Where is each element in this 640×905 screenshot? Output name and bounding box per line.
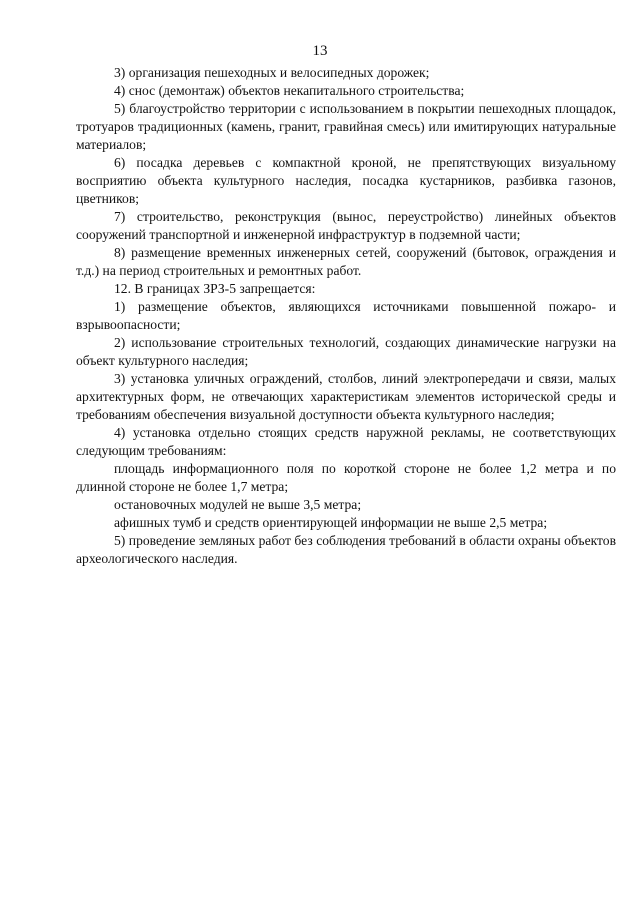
document-body: [76, 64, 616, 568]
paragraph-prohibited-3: 3) установка уличных ограждений, столбов, линий электропередачи и связи, малых архитектурных форм, не отвечающих характеристикам элементов исторической среды и требованиям обеспечения визуальной доступности объекта культурного наследия;: [76, 371, 616, 422]
paragraph-requirement-stop-modules: остановочных модулей не выше 3,5 метра;: [114, 497, 362, 512]
paragraph-item-7-infrastructure: 7) строительство, реконструкция (вынос, переустройство) линейных объектов сооружений транспортной и инженерной инфраструктур в подземной части;: [76, 209, 616, 242]
paragraph-prohibited-5: 5) проведение земляных работ без соблюдения требований в области охраны объектов археологического наследия.: [76, 533, 616, 566]
paragraph-requirement-poster-pillars: афишных тумб и средств ориентирующей информации не выше 2,5 метра;: [114, 515, 548, 530]
paragraph-item-5-landscaping: 5) благоустройство территории с использованием в покрытии пешеходных площадок, тротуаров традиционных (камень, гранит, гравийная смесь) или имитирующих натуральные материалов;: [76, 101, 616, 152]
paragraph-requirement-info-field: площадь информационного поля по короткой стороне не более 1,2 метра и по длинной стороне не более 1,7 метра;: [76, 461, 616, 494]
paragraph-item-6-planting: 6) посадка деревьев с компактной кроной, не препятствующих визуальному восприятию объекта культурного наследия, посадка кустарников, разбивка газонов, цветников;: [76, 155, 616, 206]
paragraph-prohibited-2: 2) использование строительных технологий, создающих динамические нагрузки на объект культурного наследия;: [76, 335, 616, 368]
paragraph-item-4-demolition: 4) снос (демонтаж) объектов некапитального строительства;: [114, 83, 465, 98]
paragraph-item-3-pedestrian-paths: 3) организация пешеходных и велосипедных дорожек;: [114, 65, 430, 80]
paragraph-item-8-temporary-networks: 8) размещение временных инженерных сетей, сооружений (бытовок, ограждения и т.д.) на период строительных и ремонтных работ.: [76, 245, 616, 278]
section-heading-12: 12. В границах ЗРЗ-5 запрещается:: [114, 281, 316, 296]
paragraph-prohibited-4: 4) установка отдельно стоящих средств наружной рекламы, не соответствующих следующим требованиям:: [76, 425, 616, 458]
paragraph-prohibited-1: 1) размещение объектов, являющихся источниками повышенной пожаро- и взрывоопасности;: [76, 299, 616, 332]
page-number: 13: [312, 43, 328, 59]
